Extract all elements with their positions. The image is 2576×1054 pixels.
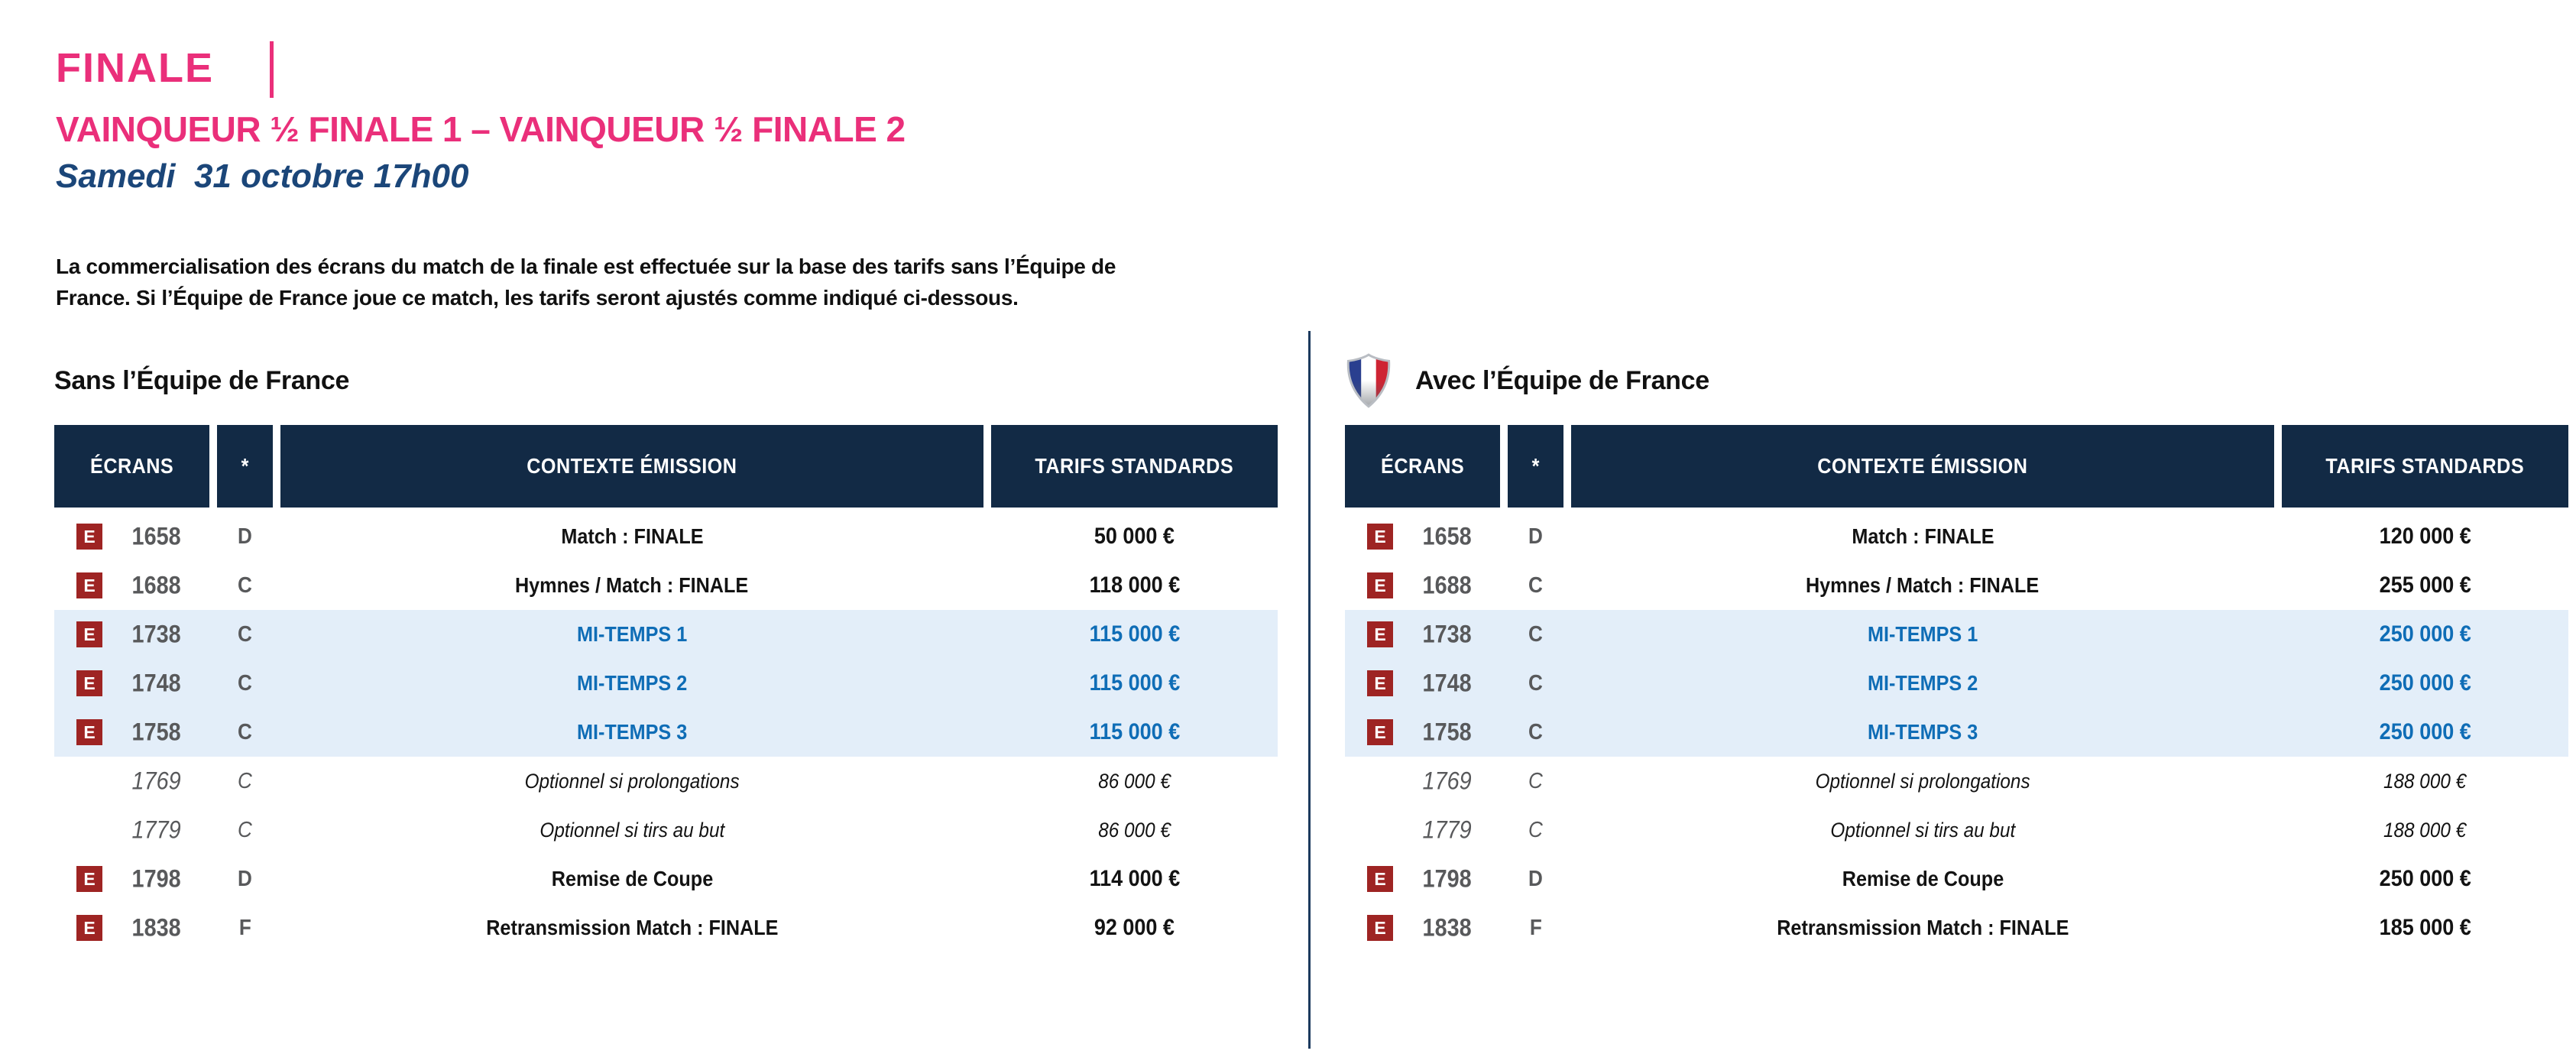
table-row xyxy=(1345,610,2568,659)
section-heading: Sans l’Équipe de France xyxy=(54,365,350,395)
price-cell: 188 000 € xyxy=(2383,818,2467,842)
e-badge: E xyxy=(76,866,102,892)
ecrans-cell xyxy=(54,903,209,952)
column-header: CONTEXTE ÉMISSION xyxy=(280,425,983,508)
ecrans-cell xyxy=(1345,708,1500,757)
screen-number: 1758 xyxy=(131,718,182,746)
screen-number: 1779 xyxy=(1422,816,1473,844)
screen-number: 1779 xyxy=(131,816,182,844)
intro-line-1: La commercialisation des écrans du match de la finale est effectuée sur la base des tarifs sans l’Équipe de xyxy=(56,255,1116,278)
e-badge: E xyxy=(1367,866,1393,892)
star-cell: D xyxy=(238,866,252,891)
context-cell: Hymnes / Match : FINALE xyxy=(515,573,749,597)
column-header: TARIFS STANDARDS xyxy=(991,425,1278,508)
screen-number: 1838 xyxy=(131,913,182,942)
table-row xyxy=(1345,561,2568,610)
star-cell: C xyxy=(1528,719,1543,744)
section-divider xyxy=(1308,331,1311,1049)
table-row xyxy=(54,610,1278,659)
ecrans-cell xyxy=(54,855,209,903)
context-cell: Retransmission Match : FINALE xyxy=(485,916,779,939)
star-cell: C xyxy=(238,572,252,598)
column-header: ÉCRANS xyxy=(1345,425,1500,508)
section-header xyxy=(1345,336,2568,425)
section-heading: Avec l’Équipe de France xyxy=(1415,365,1709,395)
star-cell: D xyxy=(238,524,252,549)
ecrans-cell xyxy=(1345,610,1500,659)
context-cell: MI-TEMPS 2 xyxy=(1867,671,1978,695)
column-header: CONTEXTE ÉMISSION xyxy=(1571,425,2274,508)
ecrans-cell xyxy=(54,610,209,659)
star-cell: C xyxy=(1528,670,1543,696)
ecrans-cell xyxy=(54,757,209,806)
table-row xyxy=(1345,708,2568,757)
ecrans-cell xyxy=(54,708,209,757)
star-cell: C xyxy=(1528,768,1543,793)
table-header xyxy=(1345,425,2568,508)
screen-number: 1798 xyxy=(131,864,182,893)
star-cell: C xyxy=(1528,621,1543,647)
price-cell: 50 000 € xyxy=(1094,524,1175,549)
context-cell: MI-TEMPS 1 xyxy=(576,622,688,646)
context-cell: Match : FINALE xyxy=(1851,524,1994,548)
screen-number: 1838 xyxy=(1422,913,1473,942)
table-row xyxy=(1345,806,2568,855)
e-badge: E xyxy=(1367,524,1393,550)
table-row xyxy=(1345,512,2568,561)
intro-line-2: France. Si l’Équipe de France joue ce match, les tarifs seront ajustés comme indiqué ci-dessous. xyxy=(56,286,1019,310)
ecrans-cell xyxy=(1345,659,1500,708)
table-row xyxy=(54,561,1278,610)
e-badge: E xyxy=(1367,572,1393,598)
context-cell: Remise de Coupe xyxy=(551,867,713,890)
section-sans-equipe-de-france xyxy=(54,336,1278,952)
table-row xyxy=(54,708,1278,757)
ecrans-cell xyxy=(54,806,209,855)
context-cell: Optionnel si tirs au but xyxy=(1830,818,2015,842)
table-body xyxy=(1345,512,2568,952)
screen-number: 1769 xyxy=(131,767,182,795)
star-cell: C xyxy=(238,768,252,793)
section-header xyxy=(54,336,1278,425)
table-row xyxy=(54,757,1278,806)
context-cell: Remise de Coupe xyxy=(1842,867,2004,890)
price-cell: 188 000 € xyxy=(2383,769,2467,793)
e-badge: E xyxy=(1367,670,1393,696)
context-cell: Optionnel si prolongations xyxy=(524,769,740,793)
e-badge: E xyxy=(1367,719,1393,745)
price-cell: 115 000 € xyxy=(1089,670,1180,696)
ecrans-cell xyxy=(1345,806,1500,855)
price-cell: 86 000 € xyxy=(1098,769,1171,793)
e-badge: E xyxy=(1367,621,1393,647)
ecrans-cell xyxy=(1345,757,1500,806)
e-badge: E xyxy=(76,524,102,550)
table-row xyxy=(1345,903,2568,952)
table-row xyxy=(54,903,1278,952)
star-cell: F xyxy=(1529,915,1542,940)
screen-number: 1658 xyxy=(131,522,182,550)
screen-number: 1658 xyxy=(1422,522,1473,550)
price-cell: 92 000 € xyxy=(1094,915,1175,940)
match-subtitle: VAINQUEUR ½ FINALE 1 – VAINQUEUR ½ FINALE 2 xyxy=(56,109,906,149)
ecrans-cell xyxy=(54,512,209,561)
screen-number: 1769 xyxy=(1422,767,1473,795)
context-cell: MI-TEMPS 3 xyxy=(576,720,688,744)
table-row xyxy=(54,855,1278,903)
price-cell: 120 000 € xyxy=(2379,524,2471,549)
ecrans-cell xyxy=(1345,855,1500,903)
ecrans-cell xyxy=(1345,903,1500,952)
price-cell: 115 000 € xyxy=(1089,719,1180,744)
france-flag-icon xyxy=(1345,352,1392,410)
table-row xyxy=(1345,659,2568,708)
ecrans-cell xyxy=(1345,512,1500,561)
ecrans-cell xyxy=(1345,561,1500,610)
price-cell: 250 000 € xyxy=(2379,719,2471,744)
context-cell: Optionnel si prolongations xyxy=(1815,769,2030,793)
context-cell: Optionnel si tirs au but xyxy=(540,818,724,842)
star-cell: C xyxy=(1528,817,1543,842)
price-cell: 114 000 € xyxy=(1089,866,1180,891)
context-cell: Retransmission Match : FINALE xyxy=(1776,916,2069,939)
e-badge: E xyxy=(76,572,102,598)
screen-number: 1748 xyxy=(131,669,182,697)
context-cell: MI-TEMPS 1 xyxy=(1867,622,1978,646)
e-badge: E xyxy=(76,621,102,647)
price-cell: 250 000 € xyxy=(2379,621,2471,647)
star-cell: C xyxy=(238,817,252,842)
column-header: ÉCRANS xyxy=(54,425,209,508)
screen-number: 1688 xyxy=(131,571,182,599)
screen-number: 1798 xyxy=(1422,864,1473,893)
star-cell: D xyxy=(1528,524,1543,549)
context-cell: Match : FINALE xyxy=(560,524,704,548)
screen-number: 1748 xyxy=(1422,669,1473,697)
screen-number: 1758 xyxy=(1422,718,1473,746)
e-badge: E xyxy=(1367,915,1393,941)
table-row xyxy=(1345,757,2568,806)
star-cell: D xyxy=(1528,866,1543,891)
screen-number: 1738 xyxy=(1422,620,1473,648)
page-title: FINALE xyxy=(56,45,214,91)
e-badge: E xyxy=(76,915,102,941)
table-row xyxy=(54,806,1278,855)
table-row xyxy=(54,659,1278,708)
price-cell: 118 000 € xyxy=(1089,572,1180,598)
price-cell: 250 000 € xyxy=(2379,670,2471,696)
screen-number: 1738 xyxy=(131,620,182,648)
table-row xyxy=(54,512,1278,561)
ecrans-cell xyxy=(54,561,209,610)
star-cell: F xyxy=(238,915,251,940)
table-body xyxy=(54,512,1278,952)
star-cell: C xyxy=(1528,572,1543,598)
star-cell: C xyxy=(238,621,252,647)
star-cell: C xyxy=(238,670,252,696)
column-header: * xyxy=(217,425,273,508)
context-cell: MI-TEMPS 2 xyxy=(576,671,688,695)
price-cell: 255 000 € xyxy=(2379,572,2471,598)
title-accent-bar xyxy=(270,41,274,98)
price-cell: 115 000 € xyxy=(1089,621,1180,647)
ecrans-cell xyxy=(54,659,209,708)
e-badge: E xyxy=(76,670,102,696)
price-cell: 86 000 € xyxy=(1098,818,1171,842)
context-cell: MI-TEMPS 3 xyxy=(1867,720,1978,744)
column-header: TARIFS STANDARDS xyxy=(2282,425,2568,508)
section-avec-equipe-de-france xyxy=(1345,336,2568,952)
e-badge: E xyxy=(76,719,102,745)
price-cell: 250 000 € xyxy=(2379,866,2471,891)
context-cell: Hymnes / Match : FINALE xyxy=(1806,573,2040,597)
price-cell: 185 000 € xyxy=(2379,915,2471,940)
match-datetime: Samedi 31 octobre 17h00 xyxy=(56,157,469,195)
table-row xyxy=(1345,855,2568,903)
table-header xyxy=(54,425,1278,508)
intro-paragraph xyxy=(56,251,1116,313)
column-header: * xyxy=(1508,425,1563,508)
screen-number: 1688 xyxy=(1422,571,1473,599)
star-cell: C xyxy=(238,719,252,744)
